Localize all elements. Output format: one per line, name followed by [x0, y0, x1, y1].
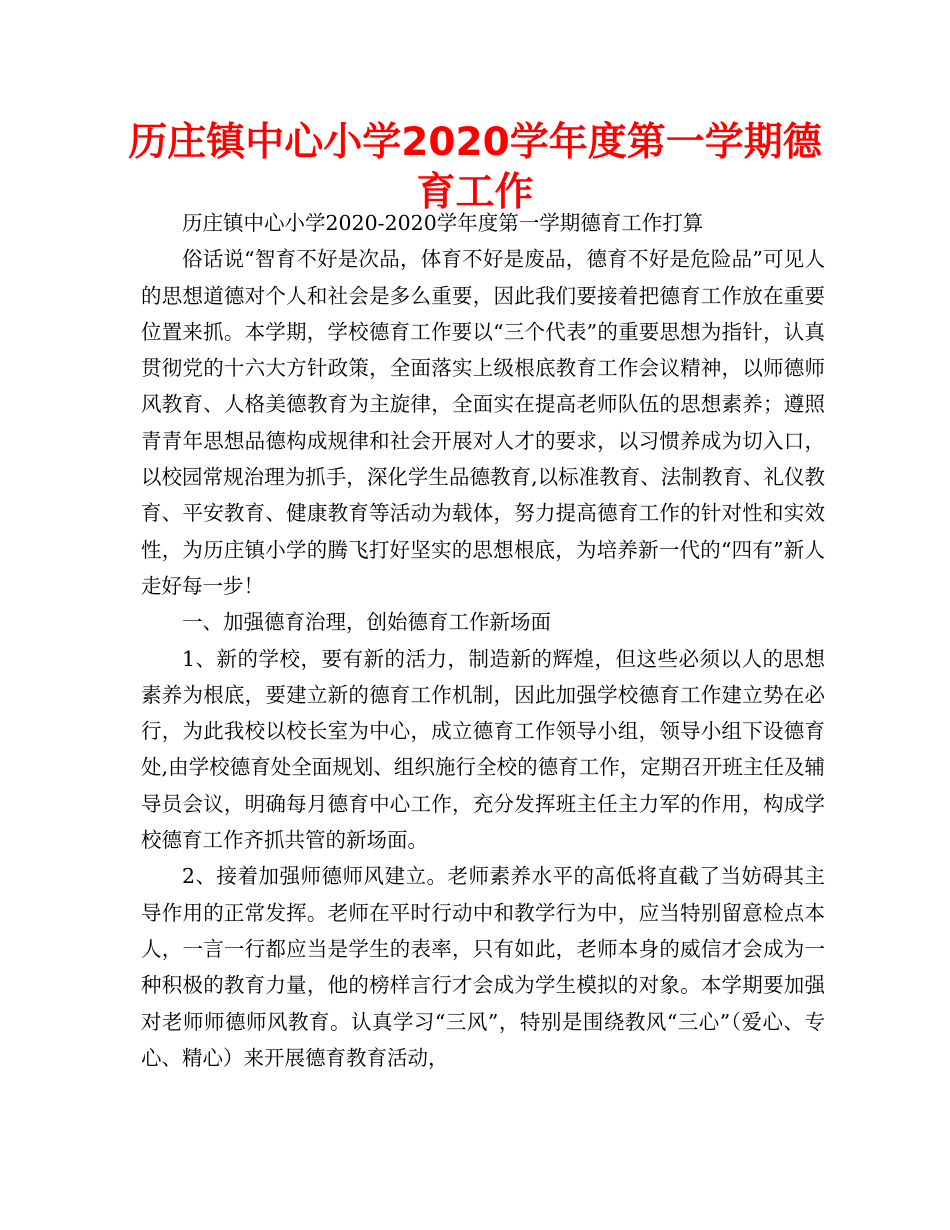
plan-heading: 历庄镇中心小学2020-2020学年度第一学期德育工作打算	[182, 211, 704, 235]
section-heading-1: 一、加强德育治理，创始德育工作新场面	[182, 610, 551, 635]
intro-paragraph: 俗话说“智育不好是次品，体育不好是废品，德育不好是危险品”可见人的思想道德对个人和社会是多么重要，因此我们要接着把德育工作放在重要位置来抓。本学期，学校德育工作要以“三个代表”的重要思想为指针，认真贯彻党的十六大方针政策，全面落实上级根底教育工作会议精神，以师德师风教育、人格美德教育为主旋律，全面实在提高老师队伍的思想素养；遵照青青年思想品德构成规律和社会开展对人才的要求，以习惯养成为切入口，以校园常规治理为抓手，深化学生品德教育,以标准教育、法制教育、礼仪教育、平安教育、健康教育等活动为载体，努力提高德育工作的针对性和实效性，为历庄镇小学的腾飞打好坚实的思想根底，为培养新一代的“四有”新人走好每一步！	[141, 247, 825, 598]
document-body	[141, 205, 825, 1076]
paragraph-item-1: 1、新的学校，要有新的活力，制造新的辉煌，但这些必须以人的思想素养为根底，要建立新的德育工作机制，因此加强学校德育工作建立势在必行，为此我校以校长室为中心，成立德育工作领导小组，领导小组下设德育处,由学校德育处全面规划、组织施行全校的德育工作，定期召开班主任及辅导员会议，明确每月德育中心工作，充分发挥班主任主力军的作用，构成学校德育工作齐抓共管的新场面。	[141, 646, 825, 853]
document-title: 历庄镇中心小学2020学年度第一学期德育工作	[128, 120, 822, 215]
paragraph-item-2: 2、接着加强师德师风建立。老师素养水平的高低将直截了当妨碍其主导作用的正常发挥。老师在平时行动中和教学行为中，应当特别留意检点本人，一言一行都应当是学生的表率，只有如此，老师本身的威信才会成为一种积极的教育力量，他的榜样言行才会成为学生模拟的对象。本学期要加强对老师师德师风教育。认真学习“三风”，特别是围绕教风“三心”（爱心、专心、精心）来开展德育教育活动，	[141, 864, 825, 1070]
